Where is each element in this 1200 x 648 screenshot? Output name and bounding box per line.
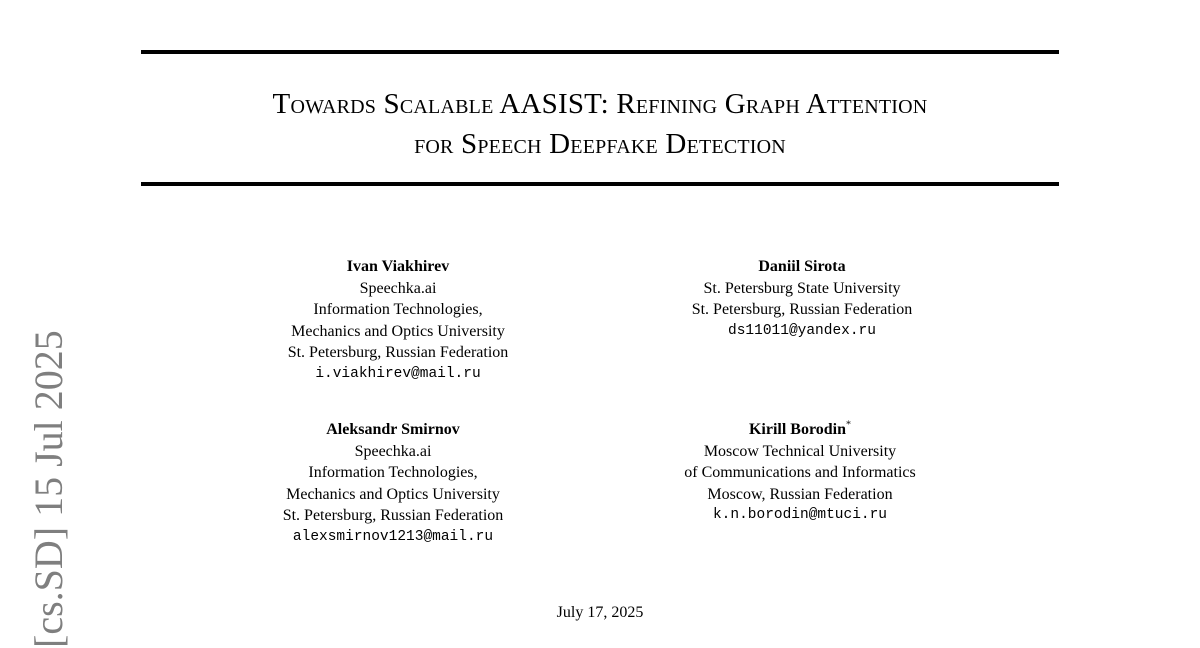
author-name-text: Daniil Sirota bbox=[758, 258, 846, 275]
author-affiliation-line: Mechanics and Optics University bbox=[291, 322, 505, 340]
author-affiliation-line: Information Technologies, bbox=[313, 301, 483, 318]
author-name-text: Aleksandr Smirnov bbox=[326, 421, 460, 438]
corresponding-author-star: * bbox=[846, 419, 852, 431]
author-email: alexsmirnov1213@mail.ru bbox=[292, 528, 494, 545]
paper-title-line-2: for Speech Deepfake Detection bbox=[414, 128, 786, 160]
author-affiliation-line: St. Petersburg, Russian Federation bbox=[282, 507, 504, 524]
author-block-1 bbox=[248, 256, 548, 385]
paper-title bbox=[141, 84, 1059, 164]
author-affiliation-line: of Communications and Informatics bbox=[684, 464, 916, 481]
author-name bbox=[652, 256, 952, 278]
author-name bbox=[650, 419, 950, 441]
author-email: k.n.borodin@mtuci.ru bbox=[712, 507, 888, 523]
title-top-rule bbox=[141, 50, 1059, 54]
author-name bbox=[243, 419, 543, 441]
author-affiliation-line: St. Petersburg, Russian Federation bbox=[691, 301, 913, 318]
author-block-2 bbox=[652, 256, 952, 342]
author-email: i.viakhirev@mail.ru bbox=[315, 365, 481, 382]
author-affiliation-line: Moscow, Russian Federation bbox=[707, 485, 893, 503]
author-affiliation-line: Mechanics and Optics University bbox=[286, 485, 500, 503]
author-affiliation-line: Speechka.ai bbox=[359, 279, 437, 297]
title-bottom-rule bbox=[141, 182, 1059, 186]
author-affiliation-line: Speechka.ai bbox=[354, 442, 432, 460]
author-block-3 bbox=[243, 419, 543, 548]
author-affiliation-line: St. Petersburg State University bbox=[703, 279, 901, 297]
author-email: ds11011@yandex.ru bbox=[728, 322, 876, 339]
paper-title-line-1: Towards Scalable AASIST: Refining Graph Attention bbox=[272, 88, 928, 120]
author-affiliation-line: St. Petersburg, Russian Federation bbox=[287, 344, 509, 361]
author-name-text: Ivan Viakhirev bbox=[346, 258, 450, 275]
author-affiliation-line: Information Technologies, bbox=[308, 464, 478, 481]
paper-date: July 17, 2025 bbox=[556, 604, 644, 621]
author-block-4 bbox=[650, 419, 950, 527]
arxiv-side-stamp: [cs.SD] 15 Jul 2025 bbox=[26, 330, 71, 648]
author-affiliation-line: Moscow Technical University bbox=[703, 442, 897, 460]
author-name-text: Kirill Borodin bbox=[748, 421, 847, 438]
author-name bbox=[248, 256, 548, 278]
